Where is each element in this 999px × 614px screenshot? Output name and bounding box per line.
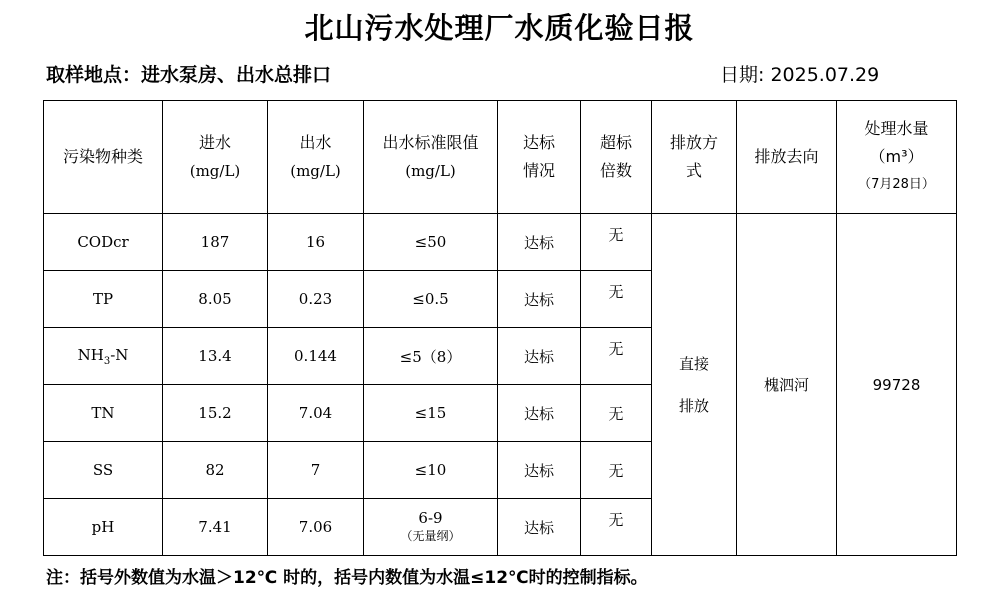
limit-cell: 6-9 （无量纲） bbox=[364, 499, 498, 556]
exceed-cell: 无 bbox=[581, 499, 652, 556]
compliance-cell: 达标 bbox=[498, 328, 581, 385]
effluent-cell: 0.144 bbox=[268, 328, 364, 385]
header-discharge-method: 排放方 式 bbox=[652, 101, 737, 214]
limit-cell: ≤15 bbox=[364, 385, 498, 442]
table-header-row bbox=[44, 101, 957, 214]
compliance-cell: 达标 bbox=[498, 271, 581, 328]
header-limit: 出水标准限值 (mg/L) bbox=[364, 101, 498, 214]
pollutant-cell: $NH_3-N$ bbox=[44, 328, 163, 385]
pollutant-cell: pH bbox=[44, 499, 163, 556]
discharge-method-cell: 直接 排放 bbox=[652, 214, 737, 556]
exceed-cell: 无 bbox=[581, 271, 652, 328]
table-row bbox=[44, 214, 957, 271]
limit-cell: ≤50 bbox=[364, 214, 498, 271]
effluent-cell: 7.04 bbox=[268, 385, 364, 442]
header-exceed-multiple: 超标 倍数 bbox=[581, 101, 652, 214]
exceed-cell: 无 bbox=[581, 214, 652, 271]
effluent-cell: 0.23 bbox=[268, 271, 364, 328]
water-quality-table bbox=[43, 100, 957, 556]
footnote: 注：括号外数值为水温＞12℃ 时的，括号内数值为水温≤12℃时的控制指标。 bbox=[46, 568, 648, 588]
effluent-cell: 16 bbox=[268, 214, 364, 271]
limit-cell: ≤5（8） bbox=[364, 328, 498, 385]
header-treated-volume: 处理水量 （m³） （7月28日） bbox=[837, 101, 957, 214]
header-influent: 进水 (mg/L) bbox=[163, 101, 268, 214]
limit-cell: ≤0.5 bbox=[364, 271, 498, 328]
pollutant-cell: TN bbox=[44, 385, 163, 442]
header-pollutant: 污染物种类 bbox=[44, 101, 163, 214]
discharge-destination-cell: 槐泗河 bbox=[737, 214, 837, 556]
exceed-cell: 无 bbox=[581, 385, 652, 442]
compliance-cell: 达标 bbox=[498, 214, 581, 271]
exceed-cell: 无 bbox=[581, 442, 652, 499]
compliance-cell: 达标 bbox=[498, 385, 581, 442]
pollutant-cell: TP bbox=[44, 271, 163, 328]
report-title: 北山污水处理厂水质化验日报 bbox=[304, 11, 695, 45]
effluent-cell: 7 bbox=[268, 442, 364, 499]
influent-cell: 7.41 bbox=[163, 499, 268, 556]
influent-cell: 8.05 bbox=[163, 271, 268, 328]
treated-volume-cell: 99728 bbox=[837, 214, 957, 556]
influent-cell: 82 bbox=[163, 442, 268, 499]
header-effluent: 出水 (mg/L) bbox=[268, 101, 364, 214]
limit-cell: ≤10 bbox=[364, 442, 498, 499]
influent-cell: 15.2 bbox=[163, 385, 268, 442]
pollutant-cell: CODcr bbox=[44, 214, 163, 271]
compliance-cell: 达标 bbox=[498, 442, 581, 499]
influent-cell: 187 bbox=[163, 214, 268, 271]
effluent-cell: 7.06 bbox=[268, 499, 364, 556]
compliance-cell: 达标 bbox=[498, 499, 581, 556]
sampling-location: 取样地点：进水泵房、出水总排口 bbox=[46, 64, 332, 86]
exceed-cell: 无 bbox=[581, 328, 652, 385]
header-discharge-destination: 排放去向 bbox=[737, 101, 837, 214]
report-date: 日期: 2025.07.29 bbox=[720, 64, 880, 86]
influent-cell: 13.4 bbox=[163, 328, 268, 385]
pollutant-cell: SS bbox=[44, 442, 163, 499]
header-compliance: 达标 情况 bbox=[498, 101, 581, 214]
